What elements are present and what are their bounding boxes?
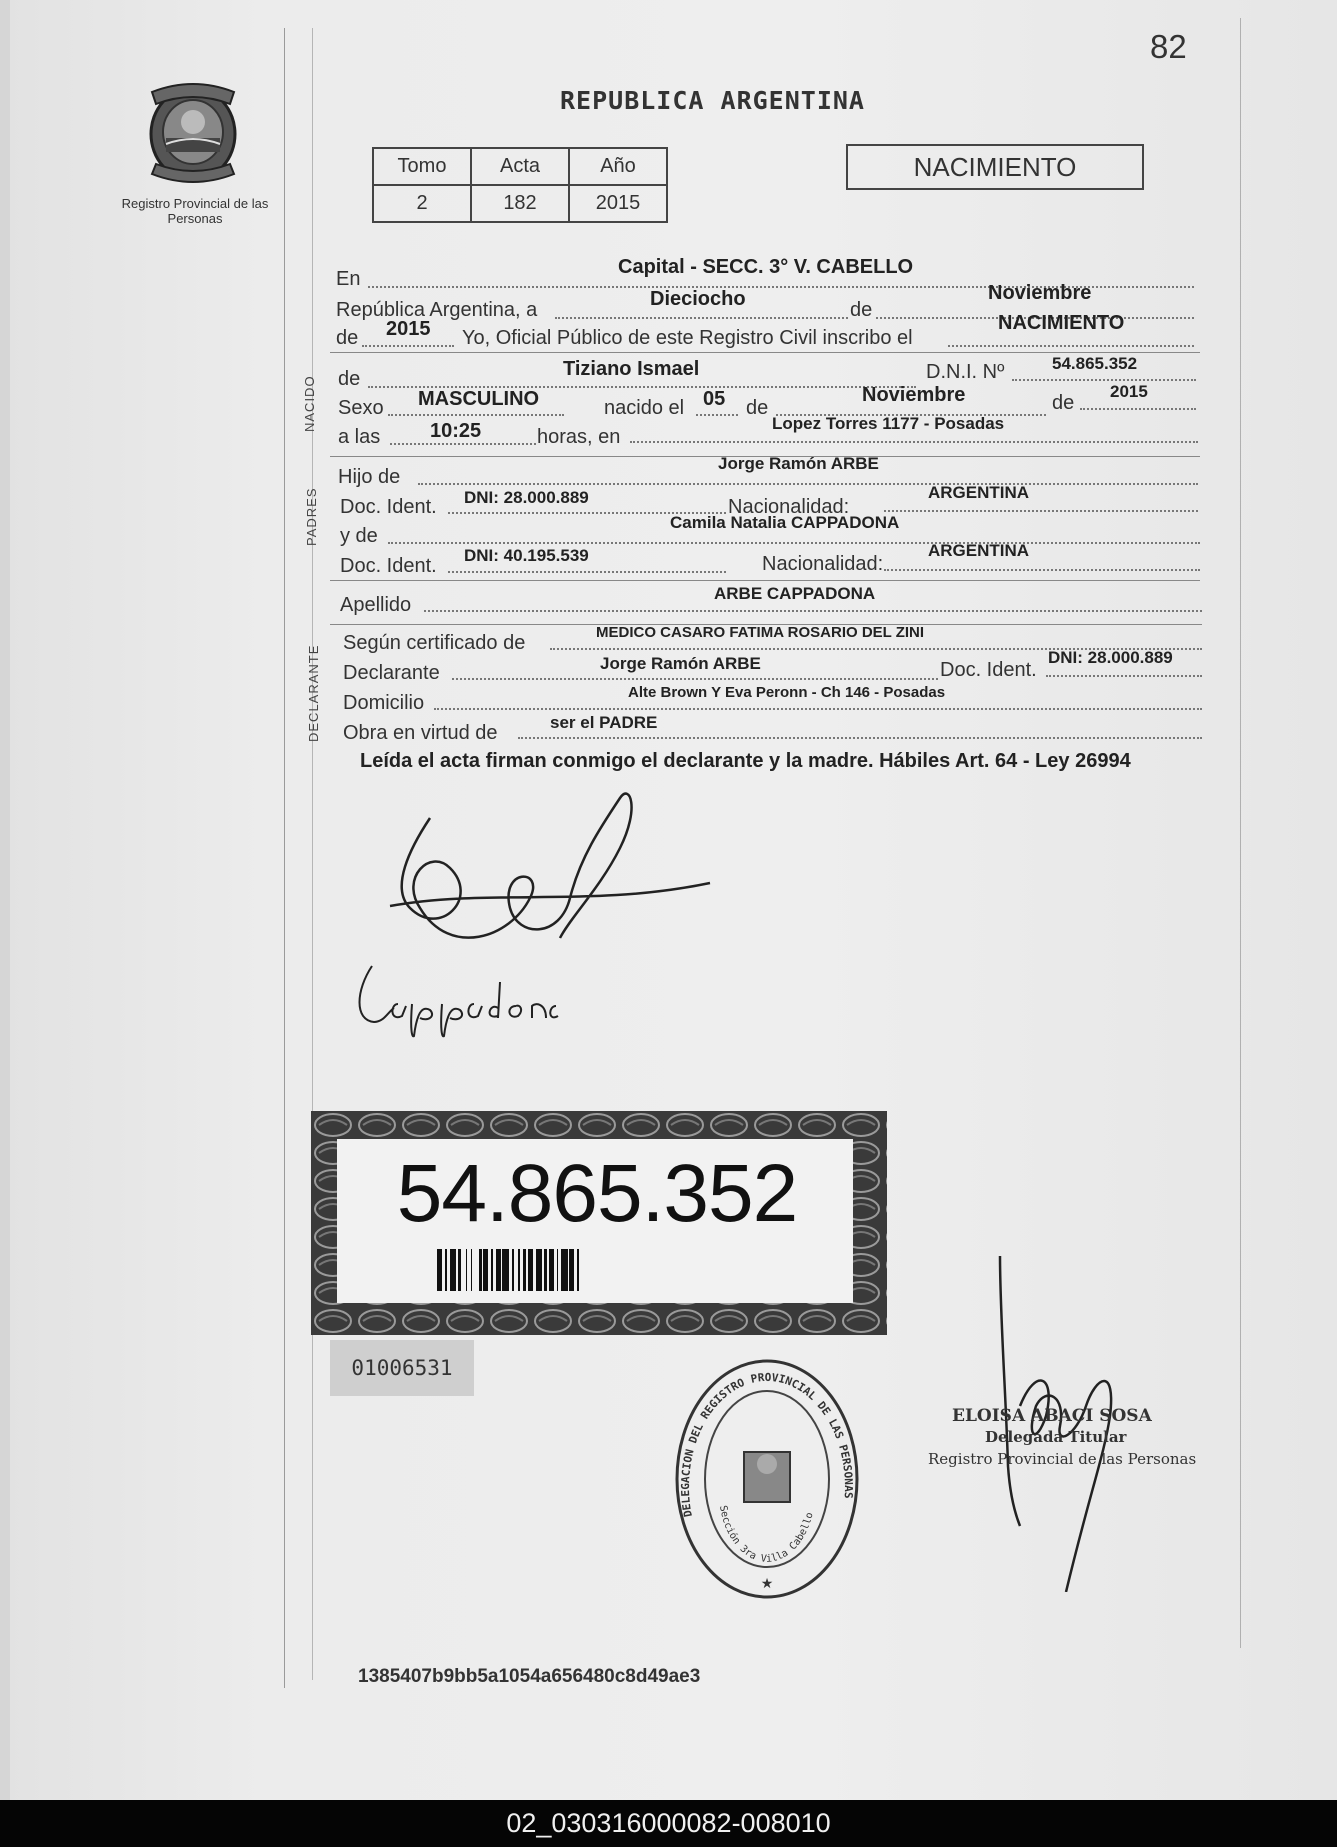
barcode-bar bbox=[579, 1249, 582, 1291]
field-birth-day: 05 bbox=[703, 388, 726, 410]
field-act-type: NACIMIENTO bbox=[998, 312, 1125, 334]
inner-margin-line bbox=[312, 28, 313, 1680]
section-padres-label: PADRES bbox=[304, 487, 319, 546]
field-mother-name: Camila Natalia CAPPADONA bbox=[670, 513, 900, 532]
seal-subtext: Sección 3ra Villa Cabello bbox=[716, 1504, 816, 1565]
label-a-las: a las bbox=[338, 426, 381, 448]
field-month: Noviembre bbox=[988, 282, 1092, 304]
label-y-de: y de bbox=[340, 525, 378, 547]
label-oficial: Yo, Oficial Público de este Registro Civil inscribo el bbox=[462, 327, 913, 349]
page-edge bbox=[0, 0, 10, 1800]
field-domicile: Alte Brown Y Eva Peronn - Ch 146 - Posadas bbox=[628, 684, 946, 701]
field-declarant: Jorge Ramón ARBE bbox=[600, 654, 761, 673]
official-seal-icon bbox=[672, 1356, 862, 1602]
label-nacionalidad: Nacionalidad: bbox=[728, 496, 850, 518]
field-mother-doc: DNI: 40.195.539 bbox=[464, 546, 589, 565]
dotted-line bbox=[424, 610, 1202, 612]
closing-note: Leída el acta firman conmigo el declarante y la madre. Hábiles Art. 64 - Ley 26994 bbox=[360, 750, 1131, 772]
label-declarante: Declarante bbox=[343, 662, 440, 684]
registry-label: Registro Provincial de las Personas bbox=[121, 196, 269, 226]
label-doc-ident: Doc. Ident. bbox=[340, 555, 437, 577]
field-place: Capital - SECC. 3° V. CABELLO bbox=[618, 256, 914, 278]
dotted-line bbox=[555, 317, 848, 319]
province-crest-icon bbox=[138, 74, 248, 192]
field-birth-time: 10:25 bbox=[430, 420, 482, 442]
col-anio: Año bbox=[569, 148, 667, 185]
label-en: En bbox=[336, 268, 361, 290]
label-dni: D.N.I. Nº bbox=[926, 361, 1005, 383]
dotted-line bbox=[884, 510, 1198, 512]
label-de: de bbox=[1052, 392, 1075, 414]
svg-text:★: ★ bbox=[760, 1575, 774, 1591]
label-republica: República Argentina, a bbox=[336, 299, 538, 321]
dotted-line bbox=[390, 443, 536, 445]
dni-stamp bbox=[311, 1111, 887, 1335]
svg-text:Sección 3ra Villa Cabello bbox=[717, 1505, 816, 1565]
stamp-label bbox=[337, 1139, 853, 1303]
dotted-line bbox=[696, 414, 738, 416]
field-dni: 54.865.352 bbox=[1052, 354, 1138, 373]
field-child-name: Tiziano Ismael bbox=[563, 358, 700, 380]
dotted-line bbox=[362, 345, 454, 347]
record-table bbox=[372, 147, 668, 223]
dotted-line bbox=[388, 414, 564, 416]
field-year: 2015 bbox=[386, 318, 431, 340]
field-mother-nationality: ARGENTINA bbox=[928, 541, 1030, 560]
dotted-line bbox=[630, 441, 1198, 443]
field-birth-year: 2015 bbox=[1110, 382, 1148, 401]
dotted-line bbox=[452, 678, 938, 680]
official-role: Delegada Titular bbox=[985, 1428, 1127, 1446]
dotted-line bbox=[418, 483, 1198, 485]
label-hijo-de: Hijo de bbox=[338, 466, 401, 488]
label-de: de bbox=[850, 299, 873, 321]
dotted-line bbox=[1012, 379, 1196, 381]
left-margin-line bbox=[284, 28, 285, 1688]
document-title: REPUBLICA ARGENTINA bbox=[560, 86, 865, 115]
serial-number: 01006531 bbox=[330, 1340, 474, 1396]
right-margin-line bbox=[1240, 18, 1241, 1648]
field-surname: ARBE CAPPADONA bbox=[714, 584, 876, 603]
barcode bbox=[437, 1249, 767, 1291]
declarant-signature bbox=[370, 788, 720, 978]
dotted-line bbox=[388, 542, 1200, 544]
field-birth-place: Lopez Torres 1177 - Posadas bbox=[772, 414, 1005, 433]
field-father-doc: DNI: 28.000.889 bbox=[464, 488, 589, 507]
label-de: de bbox=[746, 397, 769, 419]
label-horas-en: horas, en bbox=[537, 426, 621, 448]
anio-value: 2015 bbox=[569, 185, 667, 222]
seal-text: DELEGACION DEL REGISTRO PROVINCIAL DE LAS PERSONAS bbox=[678, 1370, 856, 1518]
dotted-line bbox=[434, 708, 1202, 710]
section-divider bbox=[330, 580, 1200, 581]
mother-signature bbox=[350, 960, 560, 1040]
section-nacido-label: NACIDO bbox=[302, 375, 317, 432]
col-tomo: Tomo bbox=[373, 148, 471, 185]
col-acta: Acta bbox=[471, 148, 569, 185]
record-table-row bbox=[373, 185, 667, 222]
official-name: ELOISA ABACI SOSA bbox=[952, 1406, 1152, 1426]
label-sexo: Sexo bbox=[338, 397, 384, 419]
label-de: de bbox=[338, 368, 361, 390]
label-domicilio: Domicilio bbox=[343, 692, 425, 714]
label-doc-ident: Doc. Ident. bbox=[340, 496, 437, 518]
label-segun-cert: Según certificado de bbox=[343, 632, 526, 654]
stamp-number: 54.865.352 bbox=[396, 1148, 798, 1239]
field-day: Dieciocho bbox=[650, 288, 746, 310]
label-nacido-el: nacido el bbox=[604, 397, 685, 419]
record-table-header bbox=[373, 148, 667, 185]
document-hash: 1385407b9bb5a1054a656480c8d49ae3 bbox=[358, 1666, 701, 1687]
field-declarant-doc: DNI: 28.000.889 bbox=[1048, 648, 1173, 667]
dotted-line bbox=[1046, 675, 1202, 677]
dotted-line bbox=[948, 345, 1194, 347]
field-father-nationality: ARGENTINA bbox=[928, 483, 1030, 502]
section-declarante-label: DECLARANTE bbox=[306, 644, 321, 742]
footer-id: 02_030316000082-008010 bbox=[0, 1800, 1337, 1847]
field-capacity: ser el PADRE bbox=[550, 713, 658, 732]
official-org: Registro Provincial de las Personas bbox=[928, 1450, 1197, 1468]
label-de: de bbox=[336, 327, 359, 349]
field-birth-month: Noviembre bbox=[862, 384, 966, 406]
tomo-value: 2 bbox=[373, 185, 471, 222]
field-father-name: Jorge Ramón ARBE bbox=[718, 454, 879, 473]
label-doc-ident-declarant: Doc. Ident. bbox=[940, 659, 1037, 681]
label-apellido: Apellido bbox=[340, 594, 412, 616]
field-sex: MASCULINO bbox=[418, 388, 540, 410]
dotted-line bbox=[884, 569, 1200, 571]
dotted-line bbox=[518, 737, 1202, 739]
section-divider bbox=[330, 352, 1200, 353]
label-obra-virtud: Obra en virtud de bbox=[343, 722, 498, 744]
acta-value: 182 bbox=[471, 185, 569, 222]
label-nacionalidad: Nacionalidad: bbox=[762, 553, 884, 575]
dotted-line bbox=[448, 571, 726, 573]
field-certificate: MEDICO CASARO FATIMA ROSARIO DEL ZINI bbox=[596, 624, 925, 641]
record-type-box: NACIMIENTO bbox=[846, 144, 1144, 190]
page-number: 82 bbox=[1150, 28, 1187, 65]
dotted-line bbox=[1080, 408, 1196, 410]
